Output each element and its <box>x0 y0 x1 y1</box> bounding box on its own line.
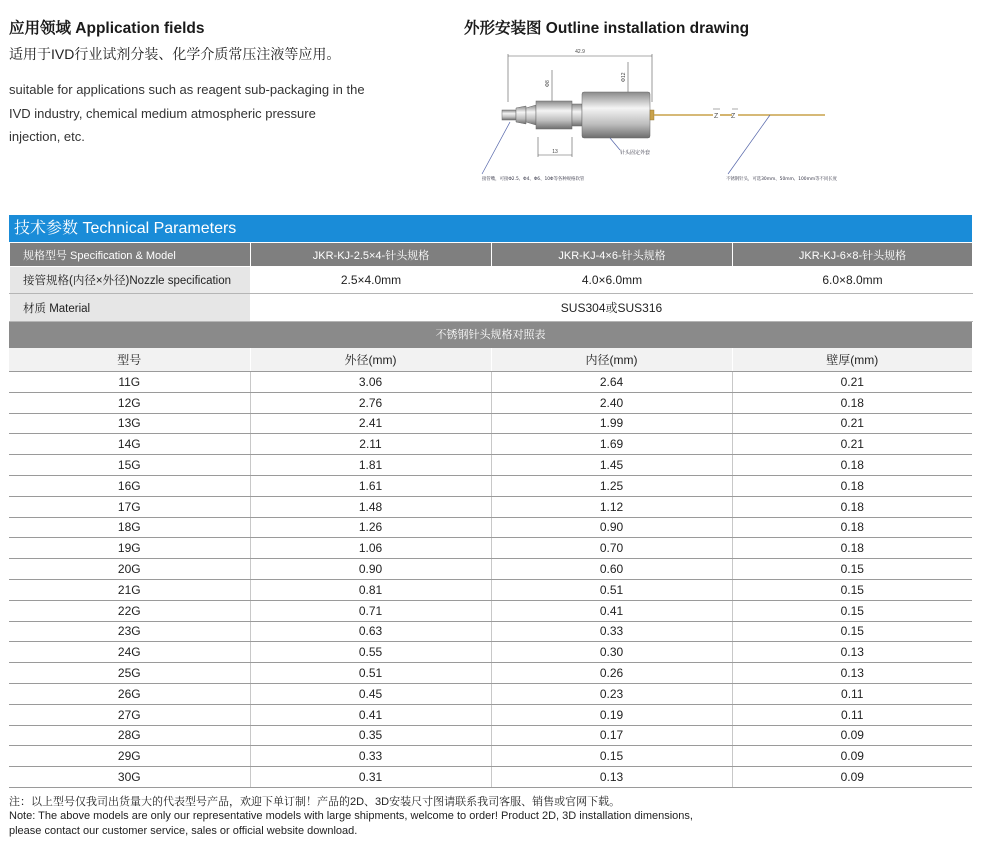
wall-thickness-cell: 0.09 <box>732 767 972 788</box>
inner-diameter-cell: 0.13 <box>491 767 732 788</box>
outer-diameter-cell: 0.35 <box>250 725 491 746</box>
dim-13: 13 <box>552 149 558 155</box>
table-row <box>9 413 972 434</box>
gauge-cell: 12G <box>9 392 250 413</box>
wall-thickness-cell: 0.15 <box>732 579 972 600</box>
outer-diameter-cell: 0.55 <box>250 642 491 663</box>
nozzle-label: 接管规格(内径×外径)Nozzle specification <box>10 267 251 294</box>
gauge-cell: 23G <box>9 621 250 642</box>
spec-col-model: 规格型号 Specification & Model <box>10 243 251 267</box>
tech-params-header: 技术参数 Technical Parameters <box>9 215 972 242</box>
wall-thickness-cell: 0.11 <box>732 704 972 725</box>
label-fixing-sleeve: 针头固定外套 <box>620 150 651 156</box>
outer-diameter-cell: 2.41 <box>250 413 491 434</box>
wall-thickness-cell: 0.11 <box>732 683 972 704</box>
application-text-cn: 适用于IVD行业试剂分装、化学介质常压注液等应用。 <box>9 46 341 62</box>
spec-col-2: JKR-KJ-4×6-针头规格 <box>492 243 733 267</box>
dim-length: 42.9 <box>575 49 585 55</box>
application-title: 应用领域 Application fields <box>9 20 205 37</box>
outer-diameter-cell: 0.81 <box>250 579 491 600</box>
needle-table-title: 不锈钢针头规格对照表 <box>9 322 972 348</box>
table-row <box>9 372 972 393</box>
material-row <box>10 294 973 322</box>
svg-text:Z: Z <box>731 113 736 120</box>
table-row <box>9 392 972 413</box>
wall-thickness-cell: 0.18 <box>732 517 972 538</box>
wall-thickness-cell: 0.15 <box>732 559 972 580</box>
application-text-en: suitable for applications such as reagent sub-packaging in the IVD industry, chemical medium atmospheric pressure injection, etc. <box>9 82 365 144</box>
gauge-cell: 14G <box>9 434 250 455</box>
wall-thickness-cell: 0.18 <box>732 496 972 517</box>
note-cn: 注：以上型号仅我司出货量大的代表型号产品，欢迎下单订制！产品的2D、3D安装尺寸图请联系我司客服、销售或官网下载。 <box>9 796 621 808</box>
outer-diameter-cell: 3.06 <box>250 372 491 393</box>
col-wall-thickness: 壁厚(mm) <box>732 348 972 372</box>
spec-table <box>9 242 973 322</box>
dim-dia2: Φ12 <box>621 72 627 82</box>
inner-diameter-cell: 0.90 <box>491 517 732 538</box>
inner-diameter-cell: 0.17 <box>491 725 732 746</box>
inner-diameter-cell: 2.40 <box>491 392 732 413</box>
needle-table <box>9 348 972 788</box>
col-inner-diameter: 内径(mm) <box>491 348 732 372</box>
gauge-cell: 20G <box>9 559 250 580</box>
wall-thickness-cell: 0.18 <box>732 538 972 559</box>
inner-diameter-cell: 0.19 <box>491 704 732 725</box>
wall-thickness-cell: 0.18 <box>732 455 972 476</box>
table-row <box>9 663 972 684</box>
inner-diameter-cell: 1.45 <box>491 455 732 476</box>
material-label: 材质 Material <box>10 294 251 322</box>
table-row <box>9 496 972 517</box>
spec-col-1: JKR-KJ-2.5×4-针头规格 <box>251 243 492 267</box>
gauge-cell: 27G <box>9 704 250 725</box>
table-row <box>9 704 972 725</box>
inner-diameter-cell: 0.23 <box>491 683 732 704</box>
table-row <box>9 683 972 704</box>
table-row <box>9 600 972 621</box>
nozzle-value-1: 2.5×4.0mm <box>251 267 492 294</box>
inner-diameter-cell: 1.12 <box>491 496 732 517</box>
inner-diameter-cell: 0.26 <box>491 663 732 684</box>
gauge-cell: 13G <box>9 413 250 434</box>
inner-diameter-cell: 0.15 <box>491 746 732 767</box>
wall-thickness-cell: 0.09 <box>732 746 972 767</box>
outer-diameter-cell: 2.76 <box>250 392 491 413</box>
outer-diameter-cell: 0.45 <box>250 683 491 704</box>
spec-header-row <box>10 243 973 267</box>
drawing-title: 外形安装图 Outline installation drawing <box>464 20 750 37</box>
outer-diameter-cell: 0.71 <box>250 600 491 621</box>
gauge-cell: 26G <box>9 683 250 704</box>
nozzle-value-2: 4.0×6.0mm <box>492 267 733 294</box>
wall-thickness-cell: 0.21 <box>732 372 972 393</box>
gauge-cell: 22G <box>9 600 250 621</box>
gauge-cell: 25G <box>9 663 250 684</box>
inner-diameter-cell: 0.70 <box>491 538 732 559</box>
outer-diameter-cell: 0.41 <box>250 704 491 725</box>
gauge-cell: 11G <box>9 372 250 393</box>
nozzle-value-3: 6.0×8.0mm <box>733 267 973 294</box>
gauge-cell: 30G <box>9 767 250 788</box>
inner-diameter-cell: 1.99 <box>491 413 732 434</box>
table-row <box>9 725 972 746</box>
note-needle: 不锈钢针头，可选30mm、50mm、100mm等不同长度 <box>726 177 838 182</box>
wall-thickness-cell: 0.21 <box>732 413 972 434</box>
outer-diameter-cell: 1.48 <box>250 496 491 517</box>
wall-thickness-cell: 0.09 <box>732 725 972 746</box>
needle-header-row <box>9 348 972 372</box>
dim-dia1: Φ8 <box>545 80 551 87</box>
table-row <box>9 642 972 663</box>
inner-diameter-cell: 1.25 <box>491 475 732 496</box>
table-row <box>9 621 972 642</box>
inner-diameter-cell: 1.69 <box>491 434 732 455</box>
gauge-cell: 16G <box>9 475 250 496</box>
table-row <box>9 434 972 455</box>
table-row <box>9 538 972 559</box>
wall-thickness-cell: 0.13 <box>732 663 972 684</box>
outer-diameter-cell: 2.11 <box>250 434 491 455</box>
spec-col-3: JKR-KJ-6×8-针头规格 <box>733 243 973 267</box>
wall-thickness-cell: 0.13 <box>732 642 972 663</box>
inner-diameter-cell: 2.64 <box>491 372 732 393</box>
outer-diameter-cell: 0.31 <box>250 767 491 788</box>
inner-diameter-cell: 0.41 <box>491 600 732 621</box>
outer-diameter-cell: 1.61 <box>250 475 491 496</box>
inner-diameter-cell: 0.33 <box>491 621 732 642</box>
inner-diameter-cell: 0.30 <box>491 642 732 663</box>
outer-diameter-cell: 0.51 <box>250 663 491 684</box>
material-value: SUS304或SUS316 <box>251 294 973 322</box>
wall-thickness-cell: 0.15 <box>732 621 972 642</box>
table-row <box>9 746 972 767</box>
table-row <box>9 517 972 538</box>
outer-diameter-cell: 1.26 <box>250 517 491 538</box>
nozzle-row <box>10 267 973 294</box>
inner-diameter-cell: 0.60 <box>491 559 732 580</box>
wall-thickness-cell: 0.18 <box>732 392 972 413</box>
wall-thickness-cell: 0.18 <box>732 475 972 496</box>
note-en-2: please contact our customer service, sales or official website download. <box>9 825 358 837</box>
wall-thickness-cell: 0.21 <box>732 434 972 455</box>
note-hose: 接管嘴，可接Φ2.5、Φ4、Φ6、10Φ等各种规格软管 <box>482 177 585 182</box>
wall-thickness-cell: 0.15 <box>732 600 972 621</box>
outline-drawing <box>470 42 870 192</box>
gauge-cell: 24G <box>9 642 250 663</box>
inner-diameter-cell: 0.51 <box>491 579 732 600</box>
gauge-cell: 28G <box>9 725 250 746</box>
outer-diameter-cell: 1.81 <box>250 455 491 476</box>
table-row <box>9 475 972 496</box>
gauge-cell: 15G <box>9 455 250 476</box>
gauge-cell: 18G <box>9 517 250 538</box>
outer-diameter-cell: 1.06 <box>250 538 491 559</box>
svg-text:Z: Z <box>714 113 719 120</box>
col-outer-diameter: 外径(mm) <box>250 348 491 372</box>
outer-diameter-cell: 0.33 <box>250 746 491 767</box>
outer-diameter-cell: 0.63 <box>250 621 491 642</box>
table-row <box>9 767 972 788</box>
table-row <box>9 579 972 600</box>
table-row <box>9 455 972 476</box>
gauge-cell: 21G <box>9 579 250 600</box>
outer-diameter-cell: 0.90 <box>250 559 491 580</box>
note-en-1: Note: The above models are only our representative models with large shipments, welcome to order! Product 2D, 3D installation dimensions, <box>9 810 693 822</box>
table-row <box>9 559 972 580</box>
gauge-cell: 19G <box>9 538 250 559</box>
col-gauge: 型号 <box>9 348 250 372</box>
gauge-cell: 17G <box>9 496 250 517</box>
gauge-cell: 29G <box>9 746 250 767</box>
